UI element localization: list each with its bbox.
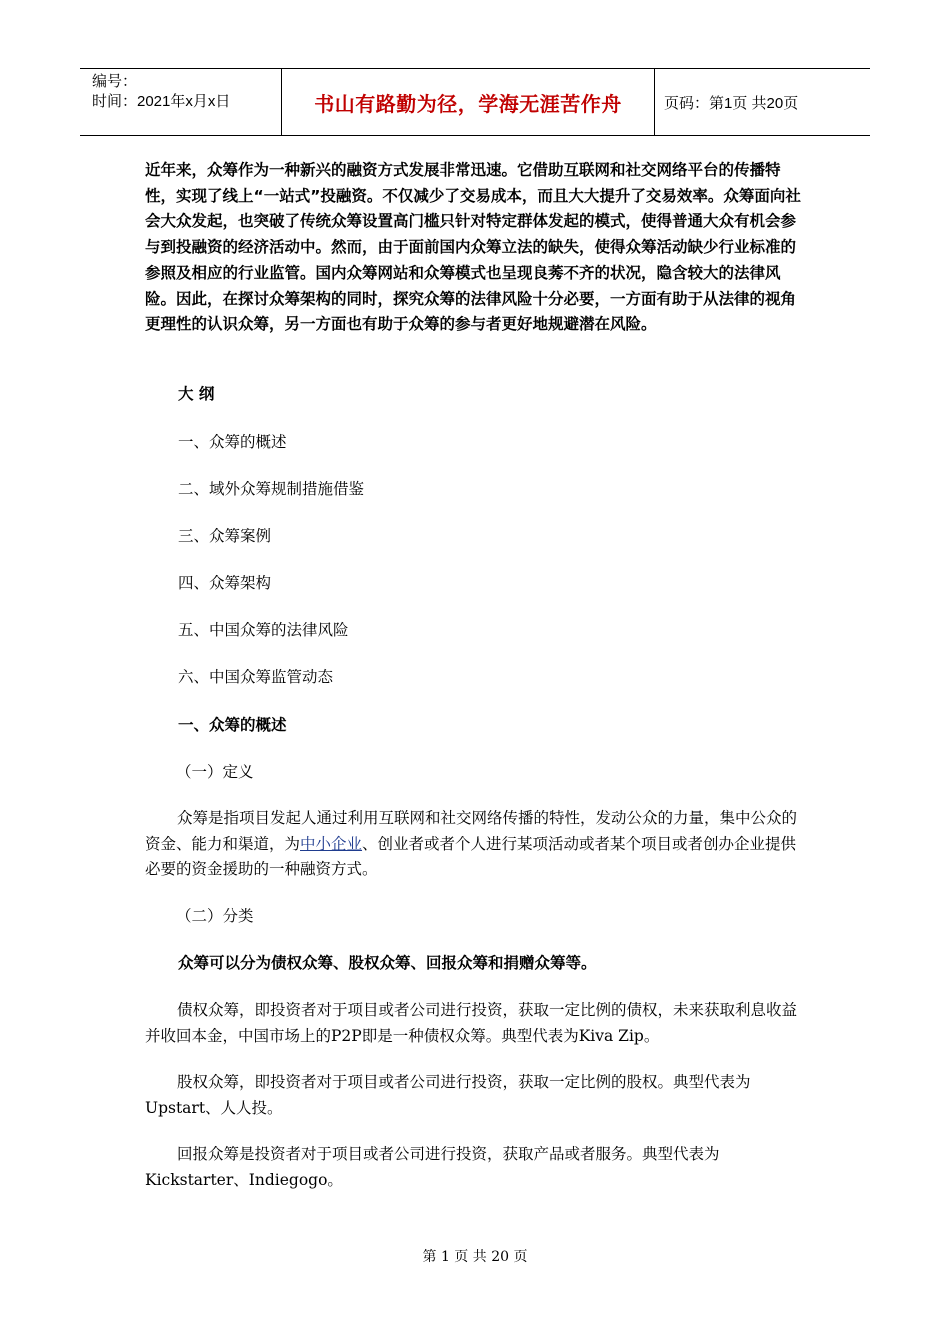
definition-paragraph — [145, 806, 805, 883]
outline-item: 二、域外众筹规制措施借鉴 — [178, 480, 365, 498]
header-info-cell — [80, 69, 281, 135]
divider — [654, 69, 655, 135]
classification-summary: 众筹可以分为债权众筹、股权众筹、回报众筹和捐赠众筹等。 — [178, 954, 597, 972]
outline-item: 四、众筹架构 — [178, 574, 272, 592]
outline-item: 五、中国众筹的法律风险 — [178, 621, 349, 639]
section-title: 一、众筹的概述 — [178, 716, 287, 734]
reward-paragraph: 回报众筹是投资者对于项目或者公司进行投资，获取产品或者服务。典型代表为Kickstarter、Indiegogo。 — [145, 1145, 720, 1189]
subsection-title: （一）定义 — [176, 763, 254, 781]
equity-paragraph: 股权众筹，即投资者对于项目或者公司进行投资，获取一定比例的股权。典型代表为Upstart、人人投。 — [145, 1073, 751, 1117]
intro-paragraph: 近年来，众筹作为一种新兴的融资方式发展非常迅速。它借助互联网和社交网络平台的传播特性，实现了线上“一站式”投融资。不仅减少了交易成本，而且大大提升了交易效率。众筹面向社会大众发起，也突破了传统众筹设置高门槛只针对特定群体发起的模式，使得普通大众有机会参与到投融资的经济活动中。然而，由于面前国内众筹立法的缺失，使得众筹活动缺少行业标准的参照及相应的行业监管。国内众筹网站和众筹模式也呈现良莠不齐的状况，隐含较大的法律风险。因此，在探讨众筹架构的同时，探究众筹的法律风险十分必要，一方面有助于从法律的视角更理性的认识众筹，另一方面也有助于众筹的参与者更好地规避潜在风险。 — [145, 161, 801, 334]
date-line: 时间：2021年x月x日 — [92, 93, 231, 110]
header-table — [80, 68, 870, 136]
number-label: 编号： — [92, 73, 138, 90]
debt-paragraph: 债权众筹，即投资者对于项目或者公司进行投资，获取一定比例的债权，未来获取利息收益并收回本金，中国市场上的P2P即是一种债权众筹。典型代表为Kiva Zip。 — [145, 1001, 798, 1045]
definition-text-cont: 、创业者或者个人进行某项活动或者某个项目或者创办企业提供必要的资金援助的一种融资方式。 — [145, 834, 797, 878]
page-info: 页码：第1页 共20页 — [664, 94, 799, 112]
motto: 书山有路勤为径，学海无涯苦作舟 — [314, 91, 622, 116]
outline-item: 一、众筹的概述 — [178, 433, 287, 451]
outline-item: 六、中国众筹监管动态 — [178, 668, 334, 686]
page-footer: 第 1 页 共 20 页 — [422, 1249, 528, 1265]
outline-title: 大 纲 — [178, 385, 215, 403]
outline-item: 三、众筹案例 — [178, 527, 272, 545]
definition-text: 众筹是指项目发起人通过利用互联网和社交网络传播的特性，发动公众的力量，集中公众的资金、能力和渠道，为 — [145, 809, 798, 853]
subsection-title: （二）分类 — [176, 907, 254, 925]
sme-link[interactable]: 中小企业 — [300, 834, 363, 853]
